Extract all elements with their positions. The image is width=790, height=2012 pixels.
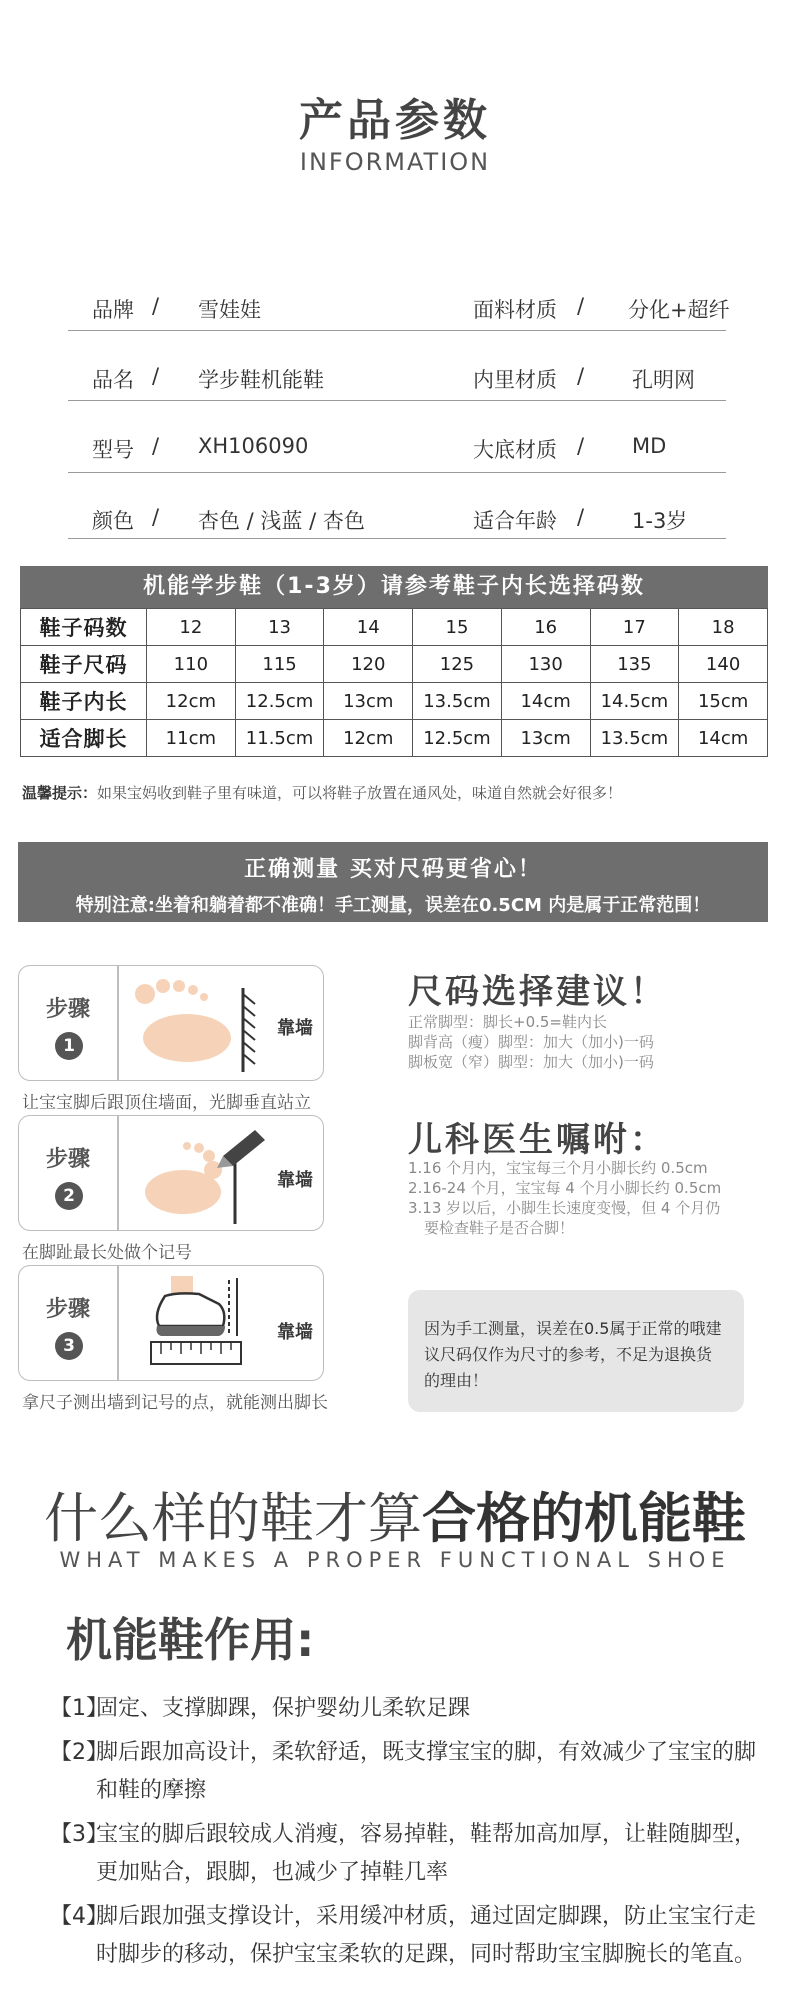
step-card-3 [18,1265,324,1381]
table-cell: 17 [590,609,679,646]
row-header: 鞋子内长 [21,683,147,720]
table-cell: 11cm [147,720,236,757]
param-sep: / [152,505,160,529]
wall-label: 靠墙 [277,1170,313,1191]
doctor-advice-list [408,1158,721,1238]
table-row [21,646,768,683]
size-advice-title: 尺码选择建议！ [408,972,667,1012]
step-label: 步骤 [45,997,90,1022]
function-item [50,1690,750,1728]
table-cell: 14cm [679,720,768,757]
page-subtitle: INFORMATION [299,148,491,176]
step-card-2 [18,1115,324,1231]
function-number: 【1】 [50,1696,108,1721]
param-label: 品牌 [92,298,134,322]
table-row [21,683,768,720]
section-title-bold: 合格的机能鞋 [422,1487,746,1550]
functions-title: 机能鞋作用: [66,1613,315,1667]
size-chart-heading: 机能学步鞋（1-3岁）请参考鞋子内长选择码数 [20,566,768,608]
section-subtitle: WHAT MAKES A PROPER FUNCTIONAL SHOE [59,1548,731,1572]
param-divider [68,472,726,473]
table-cell: 135 [590,646,679,683]
table-cell: 16 [501,609,590,646]
param-label: 品名 [92,368,134,392]
tip-text: 如果宝妈收到鞋子里有味道，可以将鞋子放置在通风处，味道自然就会好很多！ [97,784,623,802]
param-sep: / [577,505,585,529]
section-title [0,1476,790,1553]
section-title-light: 什么样的鞋才算 [44,1487,422,1550]
table-cell: 12 [147,609,236,646]
size-advice-line: 正常脚型：脚长+0.5=鞋内长 [408,1013,607,1031]
function-text: 宝宝的脚后跟较成人消瘦，容易掉鞋，鞋帮加高加厚，让鞋随脚型，更加贴合，跟脚，也减少了掉鞋几率 [96,1822,757,1885]
function-number: 【4】 [50,1904,108,1929]
page-title: 产品参数 [299,95,491,146]
foot-with-pen-icon [131,1120,281,1228]
table-cell: 115 [235,646,324,683]
table-cell: 13cm [324,683,413,720]
param-divider [68,400,726,401]
param-sep: / [152,294,160,318]
wall-label: 靠墙 [277,1018,313,1039]
param-value: 雪娃娃 [198,298,261,322]
param-sep: / [577,434,585,458]
table-row [21,720,768,757]
banner-note: 特别注意:坐着和躺着都不准确！手工测量，误差在0.5CM 内是属于正常范围！ [75,895,711,916]
param-label: 型号 [92,438,134,462]
function-item [50,1734,757,1810]
table-cell: 12cm [324,720,413,757]
param-value: 孔明网 [632,368,695,392]
param-sep: / [152,364,160,388]
step-caption: 让宝宝脚后跟顶住墙面，光脚垂直站立 [22,1093,311,1113]
card-divider [117,1116,119,1230]
size-advice-line: 脚板宽（窄）脚型：加大（加小)一码 [408,1053,654,1071]
card-divider [117,966,119,1080]
row-header: 鞋子码数 [21,609,147,646]
warm-tip [22,782,622,803]
table-cell: 13.5cm [590,720,679,757]
size-table [20,608,768,757]
param-label: 颜色 [92,509,134,533]
step-number: 3 [55,1332,83,1360]
row-header: 适合脚长 [21,720,147,757]
table-cell: 13 [235,609,324,646]
function-item [50,1898,757,2012]
step-card-1 [18,965,324,1081]
table-cell: 12cm [147,683,236,720]
param-divider [68,538,726,539]
function-text: 脚后跟加高设计，柔软舒适，既支撑宝宝的脚，有效减少了宝宝的脚和鞋的摩擦 [96,1740,757,1803]
function-number: 【3】 [50,1822,108,1847]
table-cell: 12.5cm [235,683,324,720]
param-label: 适合年龄 [473,509,557,533]
table-cell: 130 [501,646,590,683]
measure-banner [18,842,768,922]
size-chart [20,566,768,757]
param-value: 1-3岁 [632,509,688,533]
doctor-advice-line: 要检查鞋子是否合脚！ [424,1219,575,1237]
table-cell: 110 [147,646,236,683]
function-item [50,1816,757,1892]
table-cell: 120 [324,646,413,683]
table-cell: 15 [413,609,502,646]
function-text: 脚后跟加强支撑设计，采用缓冲材质，通过固定脚踝，防止宝宝行走时脚步的移动，保护宝宝柔软的足踝，同时帮助宝宝脚腕长的笔直。 [96,1904,757,1967]
table-cell: 18 [679,609,768,646]
param-value: 学步鞋机能鞋 [198,368,324,392]
table-cell: 15cm [679,683,768,720]
table-cell: 13cm [501,720,590,757]
function-number: 【2】 [50,1740,108,1765]
size-advice-line: 脚背高（瘦）脚型：加大（加小)一码 [408,1033,654,1051]
step-caption: 拿尺子测出墙到记号的点，就能测出脚长 [22,1393,328,1413]
param-value: 分化+超纤 [628,298,730,322]
measurement-note: 因为手工测量，误差在0.5属于正常的哦建议尺码仅作为尺寸的参考，不足为退换货的理由！ [408,1290,744,1412]
doctor-advice-line: 2.16-24 个月，宝宝每 4 个月小脚长约 0.5cm [408,1179,722,1197]
table-cell: 11.5cm [235,720,324,757]
param-divider [68,330,726,331]
foot-against-wall-icon [131,972,271,1076]
param-value: MD [632,434,667,458]
doctor-advice-line: 3.13 岁以后，小脚生长速度变慢，但 4 个月仍 [408,1199,721,1217]
table-row [21,609,768,646]
function-text: 固定、支撑脚踝，保护婴幼儿柔软足踝 [96,1696,471,1721]
table-cell: 125 [413,646,502,683]
param-label: 面料材质 [473,298,557,322]
size-advice-list [408,1012,654,1072]
param-sep: / [577,364,585,388]
wall-label: 靠墙 [277,1322,313,1343]
table-cell: 14cm [501,683,590,720]
row-header: 鞋子尺码 [21,646,147,683]
table-cell: 14 [324,609,413,646]
step-label: 步骤 [45,1147,90,1172]
step-label: 步骤 [45,1297,90,1322]
doctor-advice-line: 1.16 个月内，宝宝每三个月小脚长约 0.5cm [408,1159,708,1177]
param-label: 内里材质 [473,368,557,392]
table-cell: 12.5cm [413,720,502,757]
banner-title: 正确测量 买对尺码更省心！ [244,857,542,882]
table-cell: 140 [679,646,768,683]
param-sep: / [152,434,160,458]
param-value: XH106090 [198,434,309,458]
card-divider [117,1266,119,1380]
step-number: 2 [55,1182,83,1210]
shoe-and-ruler-icon [129,1274,279,1378]
param-label: 大底材质 [473,438,557,462]
table-cell: 13.5cm [413,683,502,720]
tip-label: 温馨提示： [22,784,98,802]
step-caption: 在脚趾最长处做个记号 [22,1243,192,1263]
param-sep: / [577,294,585,318]
doctor-advice-title: 儿科医生嘱咐： [408,1120,667,1160]
param-value: 杏色 / 浅蓝 / 杏色 [198,509,365,533]
table-cell: 14.5cm [590,683,679,720]
step-number: 1 [55,1032,83,1060]
